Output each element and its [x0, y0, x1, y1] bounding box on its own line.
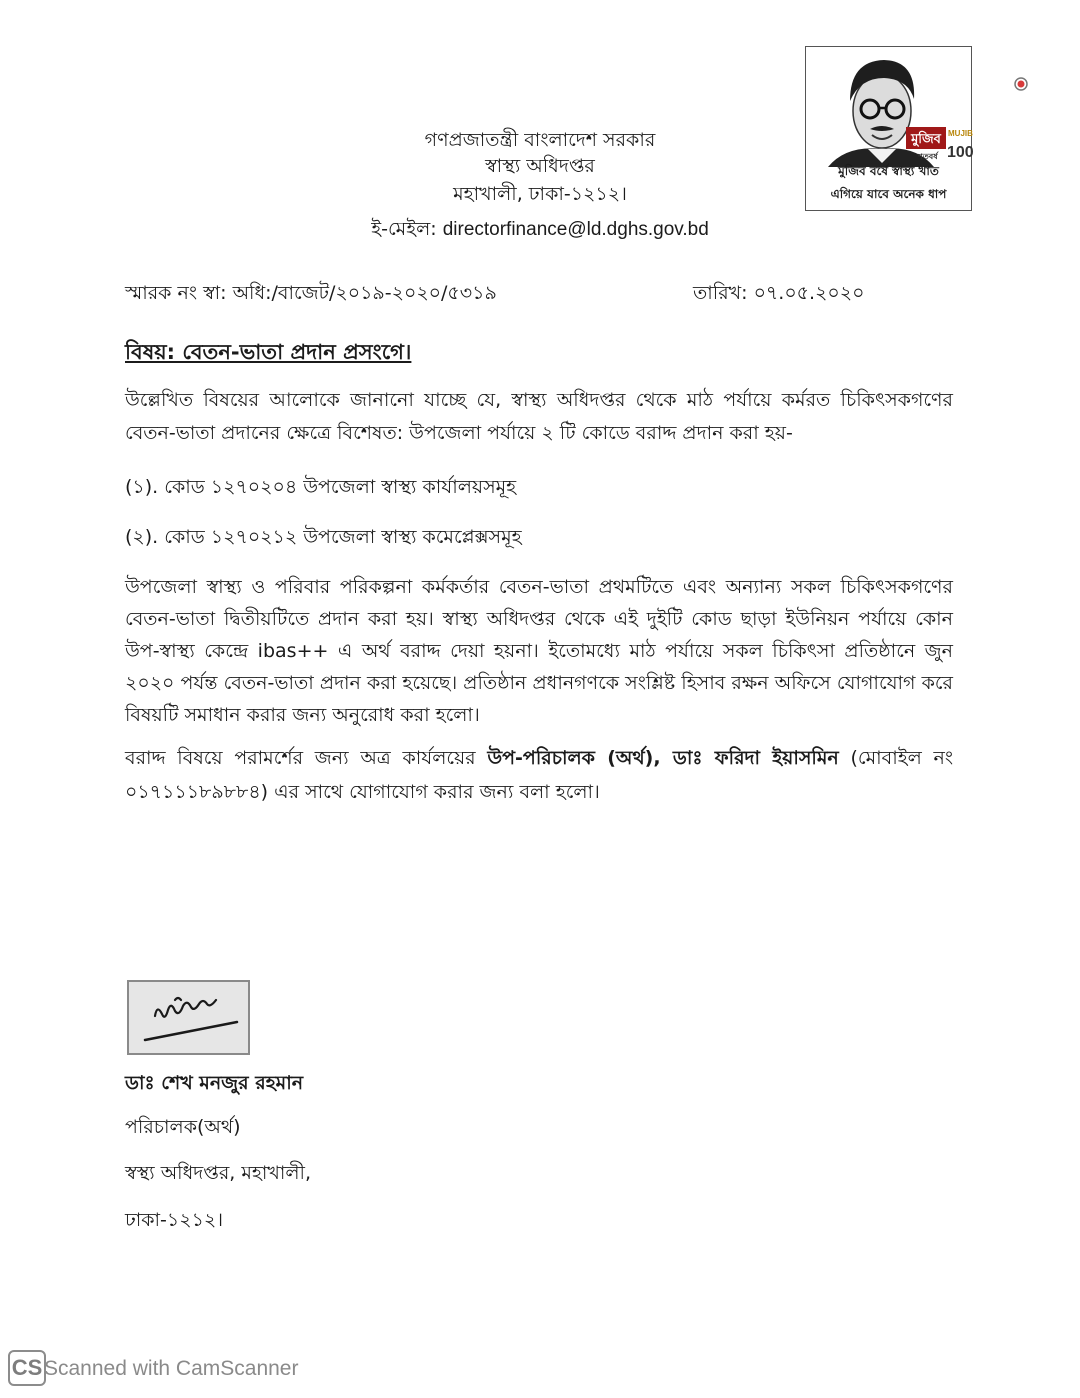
logo-caption-2: এগিয়ে যাবে অনেক ধাপ: [830, 187, 947, 201]
code-list-item-2: (২). কোড ১২৭০২১২ উপজেলা স্বাস্থ্য কমেপ্লেক্সসমূহ: [125, 526, 522, 548]
signatory-designation: পরিচালক(অর্থ): [125, 1116, 241, 1138]
signature-underline: [145, 1022, 237, 1040]
logo-latin-text: MUJIB: [948, 129, 973, 138]
subject-line: বিষয়: বেতন-ভাতা প্রদান প্রসংগে।: [125, 340, 412, 364]
header-government: গণপ্রজাতন্ত্রী বাংলাদেশ সরকার: [424, 129, 656, 151]
body-paragraph-1: উল্লেখিত বিষয়ের আলোকে জানানো যাচ্ছে যে, স্বাস্থ্য অধিদপ্তর থেকে মাঠ পর্যায়ে কর্মরত চিকিৎসকগণের বেতন-ভাতা প্রদানের ক্ষেত্রে বিশেষত: উপজেলা পর্যায়ে ২ টি কোডে বরাদ্দ প্রদান করা হয়-: [125, 389, 953, 444]
para3-intro: বরাদ্দ বিষয়ে পরামর্শের জন্য অত্র কার্যলয়ের: [125, 747, 488, 769]
body-paragraph-2: উপজেলা স্বাস্থ্য ও পরিবার পরিকল্পনা কর্মকর্তার বেতন-ভাতা প্রথমটিতে এবং অন্যান্য সকল চিকিৎসকগণের বেতন-ভাতা দ্বিতীয়টিতে প্রদান করা হয়। স্বাস্থ্য অধিদপ্তর থেকে এই দুইটি কোড ছাড়া ইউনিয়ন পর্যায়ে কোন উপ-স্বাস্থ্য কেন্দ্রে ibas++ এ অর্থ বরাদ্দ দেয়া হয়না। ইতোমধ্যে মাঠ পর্যায়ে সকল চিকিৎসা প্রতিষ্ঠানে জুন ২০২০ পর্যন্ত বেতন-ভাতা প্রদান করা হয়েছে। প্রতিষ্ঠান প্রধানগণকে সংশ্লিষ্ট হিসাব রক্ষন অফিসে যোগাযোগ করে বিষয়টি সমাধান করার জন্য অনুরোধ করা হলো।: [125, 576, 953, 726]
signature-drawing: [129, 982, 248, 1053]
code-list-item-1: (১). কোড ১২৭০২০৪ উপজেলা স্বাস্থ্য কার্যালয়সমূহ: [125, 476, 517, 498]
memo-date: তারিখ: ০৭.০৫.২০২০: [693, 282, 865, 304]
signatory-office: স্বস্থ্য অধিদপ্তর, মহাখালী,: [125, 1162, 312, 1184]
logo-caption-1: মুজিব বর্ষে স্বাস্থ্য খাত: [838, 164, 939, 178]
red-dot-center: [1018, 81, 1025, 88]
signatory-city: ঢাকা-১২১২।: [125, 1209, 224, 1231]
signature-stroke: [155, 998, 216, 1017]
logo-banner-text: মুজিব: [911, 132, 941, 147]
red-dot-mark: [1014, 77, 1028, 91]
logo-hundred: 100: [947, 144, 974, 161]
signatory-name: ডাঃ শেখ মনজুর রহমান: [125, 1072, 304, 1094]
header-address: মহাখালী, ঢাকা-১২১২।: [453, 183, 627, 205]
email-label: ই-মেইল:: [371, 218, 437, 240]
body-paragraph-3: [125, 741, 953, 809]
header-email: [0, 215, 1080, 243]
camscanner-logo-icon: CS: [8, 1350, 46, 1386]
letter-body: [125, 384, 953, 809]
para3-closing: (মোবাইল নং ০১৭১১১৮৯৮৮৪) এর সাথে যোগাযোগ করার জন্য বলা হলো।: [125, 747, 954, 803]
email-address: directorfinance@ld.dghs.gov.bd: [442, 219, 709, 240]
logo-shatabarsha: শতবর্ষ: [918, 152, 938, 161]
header-department: স্বাস্থ্য অধিদপ্তর: [485, 155, 595, 177]
signature-box: [127, 980, 250, 1055]
para3-contact-person: উপ-পরিচালক (অর্থ), ডাঃ ফরিদা ইয়াসমিন: [487, 747, 839, 769]
mujib-borsho-logo: [805, 46, 972, 211]
memo-reference: স্মারক নং স্বা: অধি:/বাজেট/২০১৯-২০২০/৫৩১৯: [125, 282, 497, 304]
camscanner-watermark-text: Scanned with CamScanner: [44, 1357, 299, 1380]
